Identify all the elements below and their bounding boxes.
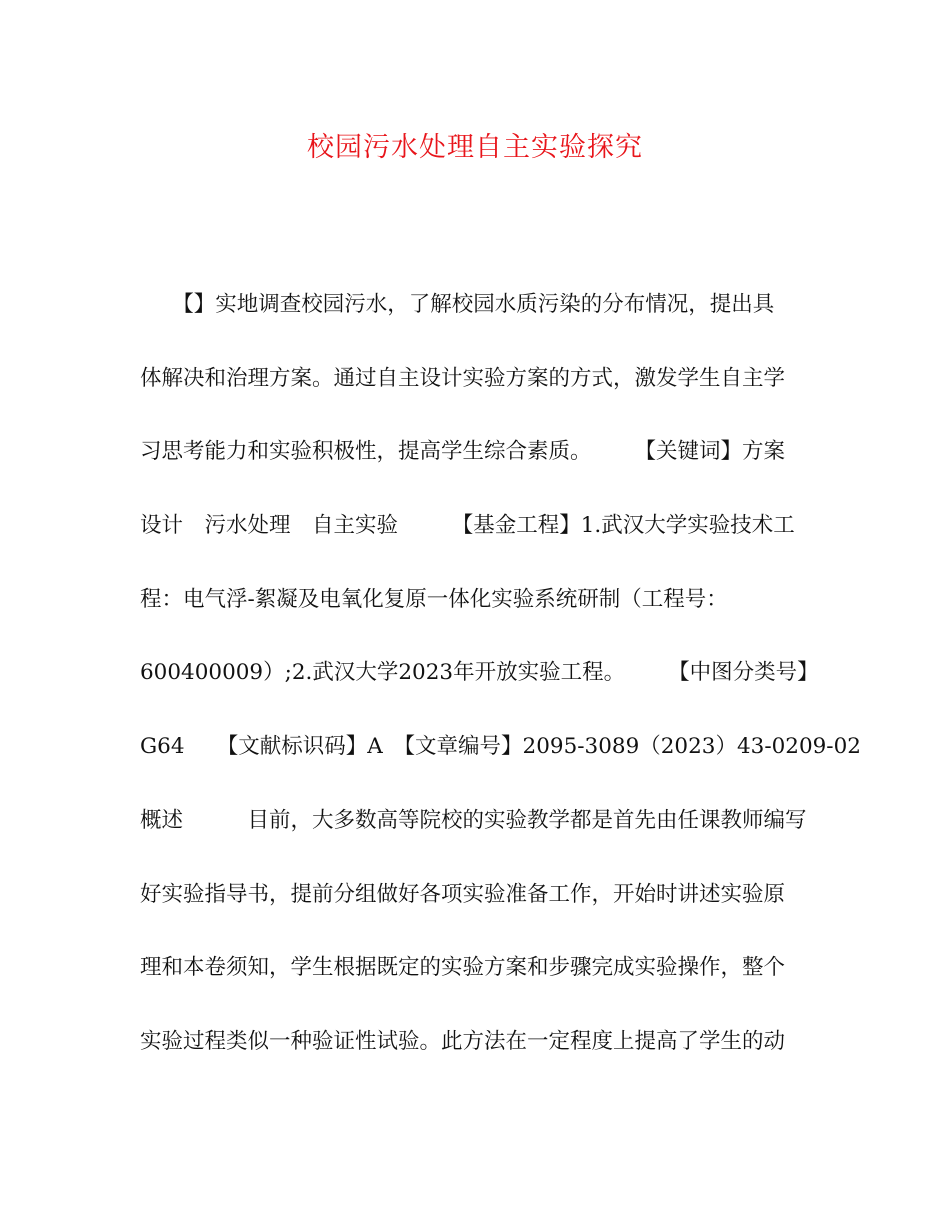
body-line: 好实验指导书，提前分组做好各项实验准备工作，开始时讲述实验原	[140, 881, 786, 907]
body-line: 设计 污水处理 自主实验 【基金工程】1.武汉大学实验技术工	[140, 513, 795, 539]
body-line: 实验过程类似一种验证性试验。此方法在一定程度上提高了学生的动	[140, 1028, 786, 1054]
body-line: 理和本卷须知，学生根据既定的实验方案和步骤完成实验操作，整个	[140, 955, 786, 981]
body-line: 【】实地调查校园污水，了解校园水质污染的分布情况，提出具	[140, 292, 775, 317]
body-line: 程：电气浮-絮凝及电氧化复原一体化实验系统研制（工程号：	[140, 586, 728, 612]
body-line: 概述 目前，大多数高等院校的实验教学都是首先由任课教师编写	[140, 807, 807, 833]
body-line: G64 【文献标识码】A 【文章编号】2095-3089（2023）43-0209-02	[140, 734, 861, 760]
body-line: 体解决和治理方案。通过自主设计实验方案的方式，激发学生自主学	[140, 365, 786, 391]
document-title: 校园污水处理自主实验探究	[307, 132, 643, 163]
body-line: 习思考能力和实验积极性，提高学生综合素质。 【关键词】方案	[140, 439, 786, 465]
body-line: 600400009）;2.武汉大学2023年开放实验工程。 【中图分类号】	[140, 660, 819, 686]
document-body	[140, 283, 861, 1094]
